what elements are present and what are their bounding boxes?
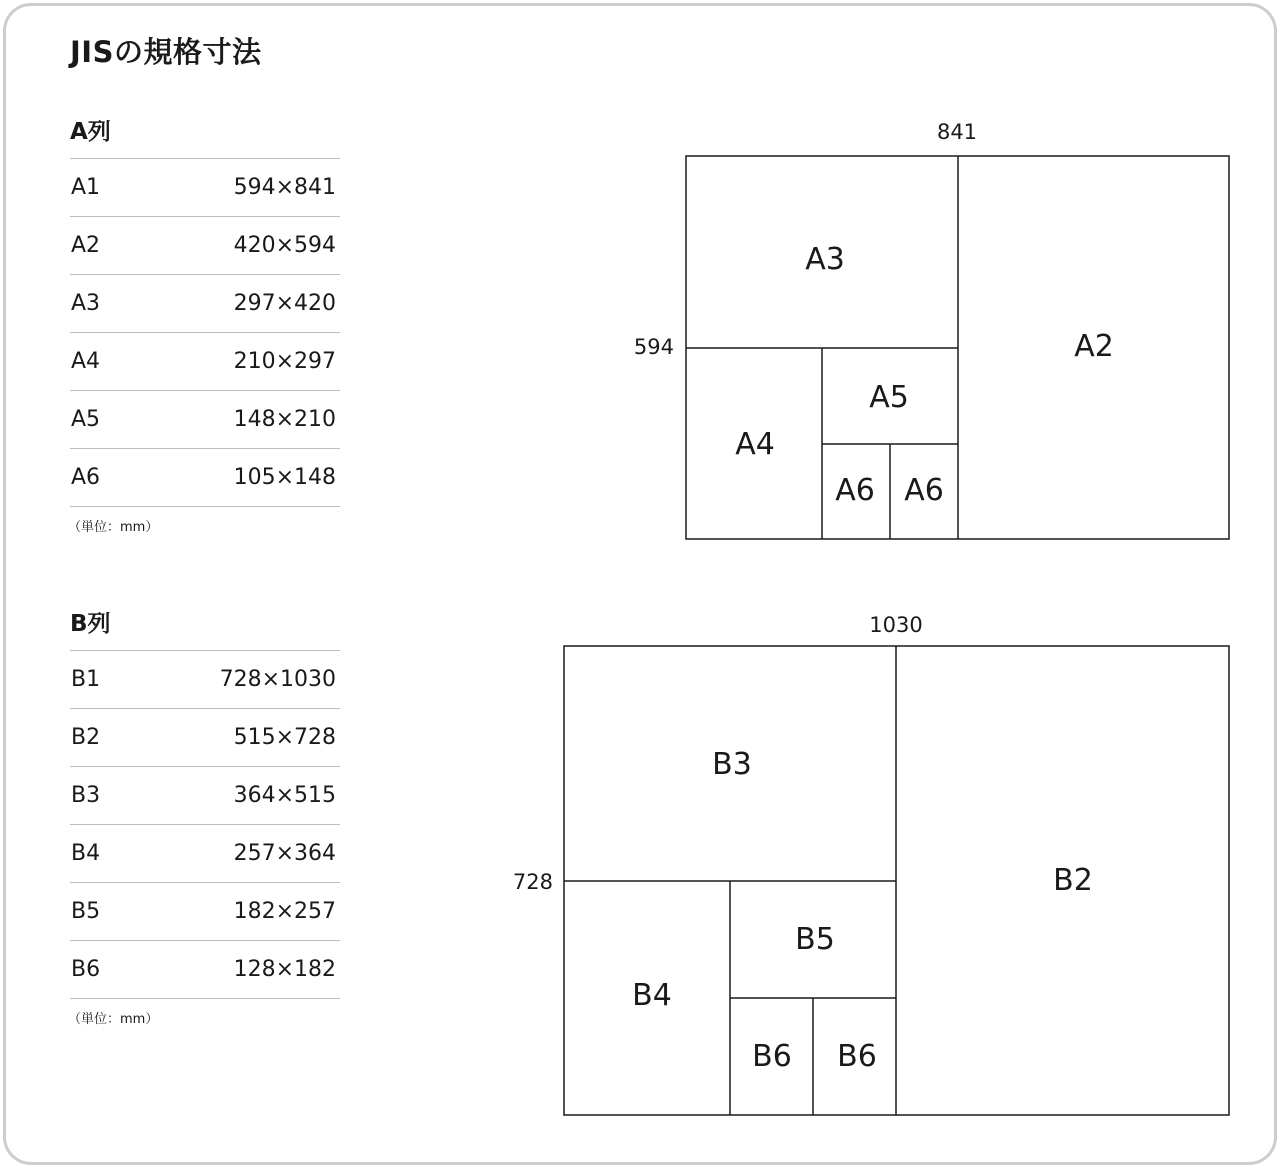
a4-label: A4 [735,427,775,462]
size-value: 297×420 [233,291,336,316]
size-name: B1 [71,667,101,692]
unit-note: （単位：mm） [68,520,159,535]
b-series-diagram [513,613,1229,1115]
b5-label: B5 [795,922,835,957]
size-value: 148×210 [233,407,336,432]
size-name: A6 [71,465,101,490]
b6-label-left: B6 [752,1039,792,1074]
unit-note: （単位：mm） [68,1012,159,1027]
size-value: 105×148 [233,465,336,490]
a6-label-right: A6 [904,473,944,508]
b3-label: B3 [712,747,752,782]
size-value: 210×297 [233,349,336,374]
size-name: B5 [71,899,101,924]
b-height-label: 728 [512,870,553,894]
a2-label: A2 [1074,329,1114,364]
size-value: 182×257 [233,899,336,924]
size-name: A1 [71,175,101,200]
b-width-label: 1030 [869,613,923,637]
size-value: 128×182 [233,957,336,982]
a-series-heading: A列 [70,106,340,159]
size-name: A5 [71,407,101,432]
size-name: B2 [71,725,101,750]
size-value: 515×728 [233,725,336,750]
size-name: B6 [71,957,101,982]
size-value: 728×1030 [219,667,336,692]
size-name: B3 [71,783,101,808]
size-value: 364×515 [233,783,336,808]
a-series-diagram [634,120,1229,539]
size-name: A2 [71,233,101,258]
b4-label: B4 [632,978,672,1013]
b-series-heading: B列 [70,598,340,651]
size-value: 257×364 [233,841,336,866]
a5-label: A5 [869,380,909,415]
a3-label: A3 [805,242,845,277]
b6-label-right: B6 [837,1039,877,1074]
size-value: 420×594 [233,233,336,258]
b2-label: B2 [1053,863,1093,898]
a-height-label: 594 [633,335,674,359]
size-name: B4 [71,841,101,866]
page-title: JISの規格寸法 [70,35,262,69]
size-name: A4 [71,349,101,374]
a-width-label: 841 [936,120,978,144]
size-name: A3 [71,291,101,316]
a6-label-left: A6 [835,473,875,508]
size-value: 594×841 [233,175,336,200]
